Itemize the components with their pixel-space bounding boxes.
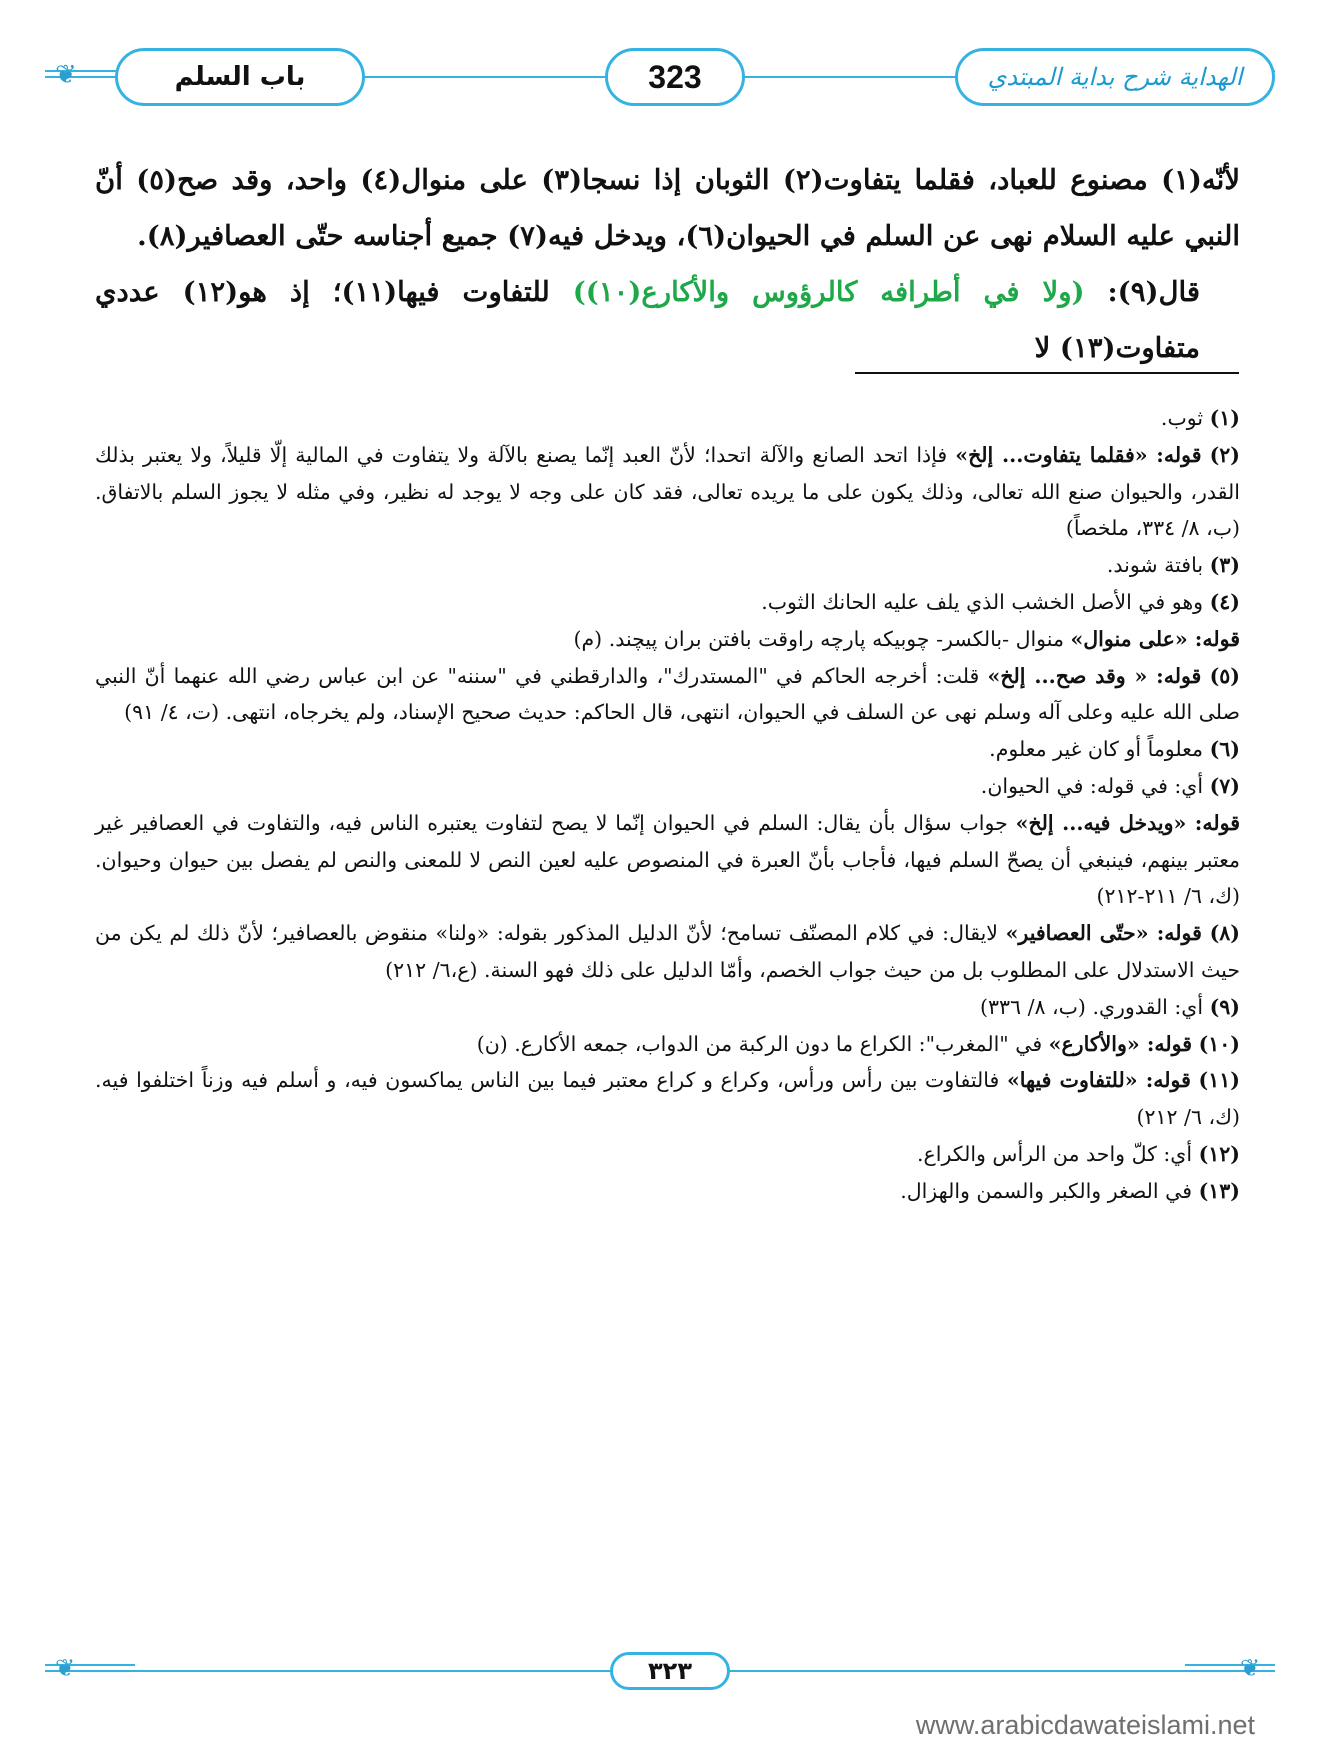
page-footer [45,1648,1275,1692]
footnote-text: في "المغرب": الكراع ما دون الركبة من الدواب، جمعه الأكارع. (ن) [476,1031,1049,1056]
footnote-number: (١٣) [1198,1178,1240,1203]
footnote [95,731,1240,768]
ornament-left-icon: ❦ [55,1654,76,1682]
footnote-text: قلت: أخرجه الحاكم في "المستدرك"، والدارقطني في "سننه" عن ابن عباس رضي الله عنهما أنّ النبي صلى الله عليه وعلى آله وسلم نهى عن السلف في الحيوان، انتهى، قال الحاكم: حديث صحيح الإسناد، ولم يخرجاه، انتهى. (ت، ٤/ ٩١) [95,663,1240,725]
page-number-box [605,48,745,106]
footnote-lead: قوله: «حتّى العصافير» [1005,921,1202,946]
matn-quote: (ولا في أطرافه كالرؤوس والأكارع(١٠)) [572,276,1085,308]
footnote-number: (٨) [1209,921,1240,946]
footnote [95,1026,1240,1063]
footnotes [95,400,1240,1210]
footnote [95,1062,1240,1136]
page-number: 323 [648,58,702,95]
footnote-number: (١٠) [1198,1031,1240,1056]
ornament-right-icon: ❦ [1240,1654,1261,1682]
footnote-number: (٤) [1209,589,1240,614]
footnote-text: بافتة شوند. [1106,553,1204,578]
footnote-lead: قوله: «للتفاوت فيها» [1006,1068,1191,1093]
footnote-number: (١١) [1198,1068,1240,1093]
footnote [95,584,1240,621]
footnote-number: (٧) [1209,773,1240,798]
footnote [95,658,1240,732]
footnote-number: (٦) [1209,737,1240,762]
footnote [95,437,1240,547]
footnote-text: معلوماً أو كان غير معلوم. [989,737,1204,762]
qala-text: قال(٩): [1084,276,1200,308]
footnote-number: (٣) [1209,553,1240,578]
footnote-text: أي: القدوري. (ب، ٨/ ٣٣٦) [980,994,1204,1019]
footnote [95,621,1240,658]
footnote [95,400,1240,437]
footnote-text: أي: في قوله: في الحيوان. [980,773,1204,798]
main-paragraph-1: لأنّه(١) مصنوع للعباد، فقلما يتفاوت(٢) الثوبان إذا نسجا(٣) على منوال(٤) واحد، وقد صح(٥) أنّ النبي عليه السلام نهى عن السلم في الحيوان(٦)، ويدخل فيه(٧) جميع أجناسه حتّى العصافير(٨). [95,164,1240,252]
footnote-separator [855,372,1239,374]
book-title: الهداية شرح بداية المبتدي [955,48,1275,106]
footnote-text: جواب سؤال بأن يقال: السلم في الحيوان إنّما لا يصح لتفاوت يعتبره الناس فيه، والتفاوت في العصافير غير معتبر بينهم، فينبغي أن يصحّ السلم فيها، فأجاب بأنّ العبرة في المنصوص عليه لعين النص لا للمعنى والنص لم يفصل بين حيوان وحيوان. (ك، ٦/ ٢١١-٢١٢) [95,810,1240,909]
footnote [95,989,1240,1026]
footnote-number: (١) [1209,406,1240,430]
footnote [95,915,1240,989]
footnote [95,1136,1240,1173]
footnote-text: لايقال: في كلام المصنّف تسامح؛ لأنّ الدليل المذكور بقوله: «ولنا» منقوض بالعصافير؛ لأنّ ذلك لم يكن من حيث الاستدلال على المطلوب بل من حيث جواب الخصم، وأمّا الدليل على ذلك فهو السنة. (ع،٦/ ٢١٢) [95,921,1240,982]
footnote-text: فالتفاوت بين رأس ورأس، وكراع و كراع معتبر فيما بين الناس يماكسون فيه، و أسلم فيه وزناً اختلفوا فيه. (ك، ٦/ ٢١٢) [95,1068,1240,1130]
footnote-number: (٢) [1209,442,1240,467]
footnote [95,768,1240,805]
footer-rule-ornament [1185,1664,1275,1666]
footnote-text: وهو في الأصل الخشب الذي يلف عليه الحانك الثوب. [761,589,1204,614]
footer-page-number: ٣٢٣ [610,1652,730,1690]
page-header [45,42,1275,112]
footnote-text: منوال -بالكسر- چوبيكه پارچه راوقت بافتن بران پيچند. (م) [573,626,1071,651]
chapter-label-box [115,48,365,106]
main-paragraph-2 [95,264,1240,376]
footnote [95,547,1240,584]
footnote-number: (٥) [1209,663,1240,688]
footnote-lead: قوله: « وقد صح... إلخ» [987,663,1202,688]
footnote-lead: قوله: «والأكارع» [1048,1031,1193,1056]
ornament-left-icon: ❦ [55,60,77,90]
footnote-text: في الصغر والكبر والسمن والهزال. [900,1178,1193,1203]
sharh-text: للتفاوت فيها(١١)؛ إذ هو(١٢) عددي متفاوت(١٣) لا [95,276,1200,364]
website-url[interactable]: www.arabicdawateislami.net [915,1710,1255,1740]
footnote [95,1173,1240,1210]
footnote-lead: قوله: «على منوال» [1070,626,1240,651]
footnote-text: أي: كلّ واحد من الرأس والكراع. [917,1141,1193,1166]
footnote [95,805,1240,915]
footnote-lead: قوله: «ويدخل فيه... إلخ» [1015,810,1240,835]
footnote-lead: قوله: «فقلما يتفاوت... إلخ» [955,442,1202,467]
main-text [95,152,1240,376]
footnote-text: فإذا اتحد الصانع والآلة اتحدا؛ لأنّ العبد إنّما يصنع بالآلة ولا يتفاوت في المالية إلّا قليلاً، ولا يعتبر بذلك القدر، والحيوان صنع الله تعالى، وذلك يكون على ما يريده تعالى، فقد كان على وجه لا يوجد له نظير، وفي مثله لا يجوز السلم بالاتفاق. (ب، ٨/ ٣٣٤، ملخصاً) [95,442,1240,541]
footnote-text: ثوب. [1160,406,1204,430]
footnote-number: (١٢) [1198,1141,1240,1166]
chapter-title: باب السلم [174,62,306,92]
footnote-number: (٩) [1209,994,1240,1019]
